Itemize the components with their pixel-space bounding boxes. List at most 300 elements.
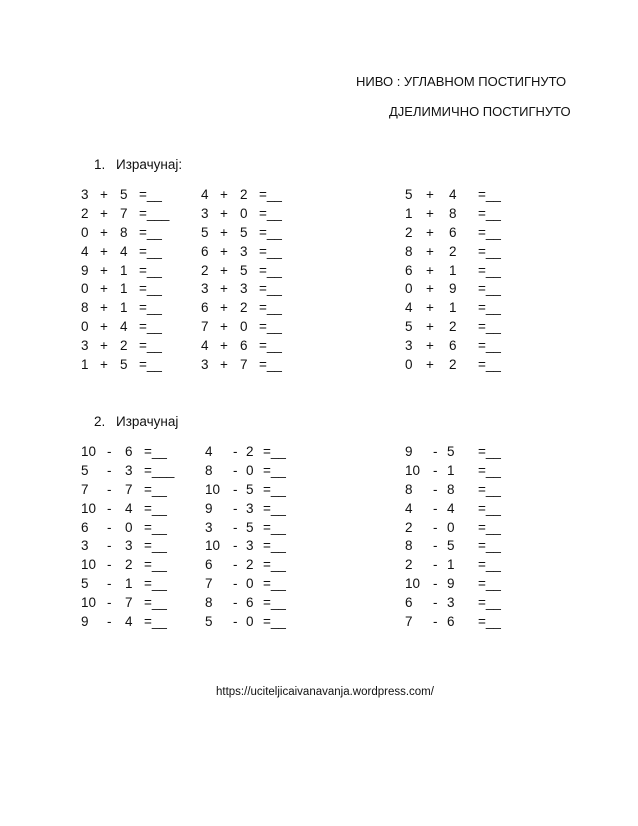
second-operand: 4 xyxy=(120,243,128,259)
first-operand: 5 xyxy=(405,187,413,202)
equation-row xyxy=(205,519,315,538)
second-operand: 3 xyxy=(246,538,254,554)
first-operand: 8 xyxy=(405,538,413,554)
answer-blank: =__ xyxy=(478,444,501,459)
second-operand: 0 xyxy=(246,462,254,478)
equation-row xyxy=(405,500,525,519)
answer-blank: =__ xyxy=(478,576,501,592)
first-operand: 9 xyxy=(205,500,213,516)
answer-blank: =__ xyxy=(144,595,167,611)
answer-blank: =__ xyxy=(478,357,501,373)
operator: + xyxy=(426,224,434,240)
equation-row xyxy=(405,443,525,462)
first-operand: 0 xyxy=(81,281,89,297)
first-operand: 5 xyxy=(81,576,89,592)
operator: + xyxy=(220,205,228,221)
first-operand: 6 xyxy=(201,243,209,259)
first-operand: 9 xyxy=(81,614,89,630)
first-operand: 2 xyxy=(405,557,413,573)
first-operand: 7 xyxy=(81,481,89,497)
equation-row xyxy=(205,556,315,575)
section-2-title: Израчунај xyxy=(116,414,179,429)
answer-blank: =__ xyxy=(144,481,167,497)
answer-blank: =__ xyxy=(139,300,162,316)
answer-blank: =__ xyxy=(478,281,501,297)
operator: - xyxy=(233,595,238,611)
second-operand: 1 xyxy=(120,300,128,316)
second-operand: 9 xyxy=(447,576,455,592)
section-1-column-3 xyxy=(405,186,525,375)
first-operand: 10 xyxy=(405,462,421,478)
first-operand: 9 xyxy=(405,444,413,459)
first-operand: 7 xyxy=(405,614,413,630)
equation-row xyxy=(81,575,191,594)
operator: - xyxy=(233,614,238,630)
second-operand: 8 xyxy=(449,205,457,221)
equation-row xyxy=(81,556,191,575)
answer-blank: =__ xyxy=(478,557,501,573)
first-operand: 4 xyxy=(81,243,89,259)
operator: - xyxy=(107,557,112,573)
equation-row xyxy=(81,356,191,375)
first-operand: 3 xyxy=(81,538,89,554)
operator: - xyxy=(233,462,238,478)
equation-row xyxy=(201,356,311,375)
operator: - xyxy=(233,500,238,516)
second-operand: 1 xyxy=(120,281,128,297)
answer-blank: =__ xyxy=(263,519,286,535)
equation-row xyxy=(405,280,525,299)
operator: - xyxy=(433,500,438,516)
first-operand: 5 xyxy=(205,614,213,630)
second-operand: 0 xyxy=(125,519,133,535)
answer-blank: =__ xyxy=(259,243,282,259)
first-operand: 3 xyxy=(81,187,89,202)
equation-row xyxy=(405,243,525,262)
equation-row xyxy=(405,205,525,224)
equation-row xyxy=(201,280,311,299)
operator: - xyxy=(107,595,112,611)
operator: - xyxy=(433,576,438,592)
equation-row xyxy=(205,481,315,500)
second-operand: 0 xyxy=(240,205,248,221)
second-operand: 4 xyxy=(125,500,133,516)
second-operand: 9 xyxy=(449,281,457,297)
second-operand: 3 xyxy=(125,462,133,478)
answer-blank: =__ xyxy=(478,614,501,630)
second-operand: 4 xyxy=(120,319,128,335)
operator: + xyxy=(220,338,228,354)
equation-row xyxy=(205,575,315,594)
equation-row xyxy=(81,443,191,462)
operator: + xyxy=(220,281,228,297)
answer-blank: =__ xyxy=(263,614,286,630)
first-operand: 2 xyxy=(201,262,209,278)
equation-row xyxy=(405,299,525,318)
second-operand: 4 xyxy=(449,187,457,202)
first-operand: 6 xyxy=(201,300,209,316)
operator: - xyxy=(233,557,238,573)
first-operand: 0 xyxy=(405,357,413,373)
equation-row xyxy=(81,594,191,613)
footer-url: https://uciteljicaivanavanja.wordpress.com/ xyxy=(216,686,434,698)
answer-blank: =__ xyxy=(478,481,501,497)
first-operand: 2 xyxy=(405,519,413,535)
first-operand: 4 xyxy=(205,444,213,459)
operator: - xyxy=(433,557,438,573)
operator: + xyxy=(426,187,434,202)
answer-blank: =__ xyxy=(263,500,286,516)
first-operand: 9 xyxy=(81,262,89,278)
second-operand: 6 xyxy=(125,444,133,459)
answer-blank: =__ xyxy=(478,519,501,535)
answer-blank: =__ xyxy=(259,187,282,202)
operator: + xyxy=(220,319,228,335)
answer-blank: =__ xyxy=(259,319,282,335)
operator: + xyxy=(100,281,108,297)
equation-row xyxy=(81,262,191,281)
equation-row xyxy=(405,481,525,500)
answer-blank: =__ xyxy=(478,300,501,316)
equation-row xyxy=(201,243,311,262)
equation-row xyxy=(405,337,525,356)
operator: - xyxy=(433,462,438,478)
second-operand: 2 xyxy=(240,187,248,202)
equation-row xyxy=(205,613,315,632)
answer-blank: =__ xyxy=(144,614,167,630)
answer-blank: =__ xyxy=(259,300,282,316)
first-operand: 10 xyxy=(205,538,221,554)
section-1-heading xyxy=(94,157,182,172)
second-operand: 7 xyxy=(240,357,248,373)
equation-row xyxy=(81,318,191,337)
operator: - xyxy=(107,614,112,630)
first-operand: 0 xyxy=(405,281,413,297)
answer-blank: =__ xyxy=(139,187,162,202)
answer-blank: =__ xyxy=(478,500,501,516)
operator: + xyxy=(426,300,434,316)
second-operand: 8 xyxy=(447,481,455,497)
second-operand: 6 xyxy=(246,595,254,611)
answer-blank: =___ xyxy=(139,205,170,221)
equation-row xyxy=(201,262,311,281)
second-operand: 2 xyxy=(240,300,248,316)
answer-blank: =__ xyxy=(139,319,162,335)
operator: + xyxy=(426,357,434,373)
operator: + xyxy=(220,300,228,316)
section-1-number: 1. xyxy=(94,157,106,172)
second-operand: 2 xyxy=(449,319,457,335)
equation-row xyxy=(81,537,191,556)
second-operand: 6 xyxy=(240,338,248,354)
answer-blank: =__ xyxy=(144,557,167,573)
second-operand: 2 xyxy=(125,557,133,573)
first-operand: 6 xyxy=(405,262,413,278)
section-2-heading xyxy=(94,414,178,429)
second-operand: 1 xyxy=(447,462,455,478)
equation-row xyxy=(205,462,315,481)
first-operand: 2 xyxy=(81,205,89,221)
operator: + xyxy=(426,205,434,221)
equation-row xyxy=(201,318,311,337)
second-operand: 2 xyxy=(449,243,457,259)
answer-blank: =__ xyxy=(478,224,501,240)
second-operand: 1 xyxy=(120,262,128,278)
answer-blank: =__ xyxy=(263,538,286,554)
equation-row xyxy=(405,594,525,613)
second-operand: 3 xyxy=(125,538,133,554)
equation-row xyxy=(81,462,191,481)
second-operand: 4 xyxy=(125,614,133,630)
equation-row xyxy=(81,186,191,205)
operator: - xyxy=(233,576,238,592)
first-operand: 1 xyxy=(81,357,89,373)
first-operand: 4 xyxy=(201,187,209,202)
operator: - xyxy=(233,444,238,459)
equation-row xyxy=(405,262,525,281)
answer-blank: =__ xyxy=(263,444,286,459)
first-operand: 8 xyxy=(205,595,213,611)
first-operand: 10 xyxy=(205,481,221,497)
first-operand: 3 xyxy=(81,338,89,354)
first-operand: 2 xyxy=(405,224,413,240)
equation-row xyxy=(405,575,525,594)
operator: + xyxy=(220,187,228,202)
equation-row xyxy=(405,613,525,632)
answer-blank: =__ xyxy=(478,595,501,611)
operator: + xyxy=(426,319,434,335)
second-operand: 3 xyxy=(240,281,248,297)
operator: - xyxy=(107,444,112,459)
operator: + xyxy=(100,187,108,202)
answer-blank: =__ xyxy=(144,576,167,592)
operator: - xyxy=(107,538,112,554)
section-1-title: Израчунај: xyxy=(116,157,183,172)
equation-row xyxy=(205,537,315,556)
operator: + xyxy=(100,224,108,240)
equation-row xyxy=(405,224,525,243)
answer-blank: =__ xyxy=(478,338,501,354)
section-1-column-2 xyxy=(201,186,311,375)
first-operand: 5 xyxy=(405,319,413,335)
second-operand: 5 xyxy=(240,262,248,278)
operator: - xyxy=(433,519,438,535)
first-operand: 8 xyxy=(205,462,213,478)
first-operand: 6 xyxy=(405,595,413,611)
second-operand: 1 xyxy=(449,300,457,316)
section-2-number: 2. xyxy=(94,414,106,429)
operator: + xyxy=(426,262,434,278)
section-2-column-1 xyxy=(81,443,191,632)
answer-blank: =__ xyxy=(478,243,501,259)
second-operand: 6 xyxy=(449,338,457,354)
operator: + xyxy=(220,357,228,373)
second-operand: 5 xyxy=(240,224,248,240)
first-operand: 10 xyxy=(405,576,421,592)
equation-row xyxy=(81,280,191,299)
second-operand: 2 xyxy=(120,338,128,354)
first-operand: 3 xyxy=(201,281,209,297)
answer-blank: =__ xyxy=(139,357,162,373)
operator: - xyxy=(107,481,112,497)
first-operand: 3 xyxy=(201,357,209,373)
equation-row xyxy=(81,613,191,632)
equation-row xyxy=(201,205,311,224)
operator: + xyxy=(100,243,108,259)
first-operand: 10 xyxy=(81,444,97,459)
equation-row xyxy=(405,356,525,375)
operator: + xyxy=(100,319,108,335)
equation-row xyxy=(81,481,191,500)
answer-blank: =__ xyxy=(478,538,501,554)
first-operand: 8 xyxy=(405,243,413,259)
level-line-1: НИВО : УГЛАВНОМ ПОСТИГНУТО xyxy=(356,74,567,89)
second-operand: 4 xyxy=(447,500,455,516)
second-operand: 5 xyxy=(246,481,254,497)
first-operand: 5 xyxy=(201,224,209,240)
answer-blank: =__ xyxy=(263,576,286,592)
operator: - xyxy=(107,576,112,592)
operator: + xyxy=(220,262,228,278)
second-operand: 0 xyxy=(246,576,254,592)
second-operand: 1 xyxy=(125,576,133,592)
answer-blank: =__ xyxy=(259,357,282,373)
operator: - xyxy=(233,481,238,497)
second-operand: 5 xyxy=(447,538,455,554)
first-operand: 10 xyxy=(81,500,97,516)
answer-blank: =__ xyxy=(478,262,501,278)
equation-row xyxy=(201,186,311,205)
second-operand: 6 xyxy=(447,614,455,630)
answer-blank: =__ xyxy=(139,243,162,259)
operator: - xyxy=(107,500,112,516)
first-operand: 3 xyxy=(405,338,413,354)
operator: - xyxy=(433,481,438,497)
equation-row xyxy=(201,224,311,243)
answer-blank: =__ xyxy=(144,444,167,459)
answer-blank: =__ xyxy=(478,205,501,221)
equation-row xyxy=(405,462,525,481)
answer-blank: =__ xyxy=(263,481,286,497)
operator: + xyxy=(100,205,108,221)
operator: - xyxy=(433,444,438,459)
operator: - xyxy=(107,462,112,478)
operator: - xyxy=(233,538,238,554)
section-2-column-3 xyxy=(405,443,525,632)
equation-row xyxy=(201,299,311,318)
answer-blank: =__ xyxy=(263,462,286,478)
first-operand: 8 xyxy=(81,300,89,316)
equation-row xyxy=(405,318,525,337)
first-operand: 8 xyxy=(405,481,413,497)
operator: - xyxy=(433,538,438,554)
answer-blank: =__ xyxy=(139,262,162,278)
answer-blank: =__ xyxy=(263,595,286,611)
second-operand: 2 xyxy=(246,557,254,573)
second-operand: 7 xyxy=(120,205,128,221)
equation-row xyxy=(81,519,191,538)
equation-row xyxy=(81,243,191,262)
operator: + xyxy=(100,338,108,354)
section-2-column-2 xyxy=(205,443,315,632)
operator: + xyxy=(426,338,434,354)
equation-row xyxy=(405,556,525,575)
answer-blank: =__ xyxy=(478,187,501,202)
operator: + xyxy=(100,262,108,278)
second-operand: 5 xyxy=(447,444,455,459)
second-operand: 8 xyxy=(120,224,128,240)
answer-blank: =__ xyxy=(259,262,282,278)
first-operand: 3 xyxy=(201,205,209,221)
equation-row xyxy=(405,537,525,556)
answer-blank: =__ xyxy=(139,338,162,354)
answer-blank: =__ xyxy=(478,319,501,335)
equation-row xyxy=(81,500,191,519)
operator: + xyxy=(426,281,434,297)
equation-row xyxy=(405,519,525,538)
second-operand: 0 xyxy=(447,519,455,535)
answer-blank: =__ xyxy=(139,224,162,240)
equation-row xyxy=(81,224,191,243)
operator: + xyxy=(220,243,228,259)
first-operand: 10 xyxy=(81,557,97,573)
answer-blank: =__ xyxy=(259,205,282,221)
answer-blank: =__ xyxy=(144,500,167,516)
equation-row xyxy=(81,299,191,318)
second-operand: 1 xyxy=(447,557,455,573)
first-operand: 6 xyxy=(205,557,213,573)
operator: - xyxy=(107,519,112,535)
first-operand: 10 xyxy=(81,595,97,611)
second-operand: 3 xyxy=(246,500,254,516)
second-operand: 7 xyxy=(125,481,133,497)
first-operand: 4 xyxy=(405,500,413,516)
first-operand: 7 xyxy=(205,576,213,592)
level-line-2: ДЈЕЛИМИЧНО ПОСТИГНУТО xyxy=(389,104,571,119)
answer-blank: =__ xyxy=(478,462,501,478)
second-operand: 6 xyxy=(449,224,457,240)
second-operand: 7 xyxy=(125,595,133,611)
answer-blank: =__ xyxy=(144,538,167,554)
second-operand: 5 xyxy=(246,519,254,535)
equation-row xyxy=(205,443,315,462)
second-operand: 3 xyxy=(447,595,455,611)
operator: - xyxy=(433,614,438,630)
second-operand: 1 xyxy=(449,262,457,278)
answer-blank: =__ xyxy=(259,338,282,354)
second-operand: 5 xyxy=(120,357,128,373)
first-operand: 0 xyxy=(81,224,89,240)
operator: + xyxy=(100,300,108,316)
answer-blank: =___ xyxy=(144,462,175,478)
first-operand: 3 xyxy=(205,519,213,535)
second-operand: 2 xyxy=(449,357,457,373)
operator: - xyxy=(433,595,438,611)
equation-row xyxy=(405,186,525,205)
equation-row xyxy=(205,594,315,613)
second-operand: 3 xyxy=(240,243,248,259)
second-operand: 2 xyxy=(246,444,254,459)
second-operand: 0 xyxy=(240,319,248,335)
answer-blank: =__ xyxy=(139,281,162,297)
operator: + xyxy=(220,224,228,240)
first-operand: 6 xyxy=(81,519,89,535)
second-operand: 0 xyxy=(246,614,254,630)
first-operand: 4 xyxy=(405,300,413,316)
answer-blank: =__ xyxy=(259,281,282,297)
equation-row xyxy=(205,500,315,519)
section-1-column-1 xyxy=(81,186,191,375)
